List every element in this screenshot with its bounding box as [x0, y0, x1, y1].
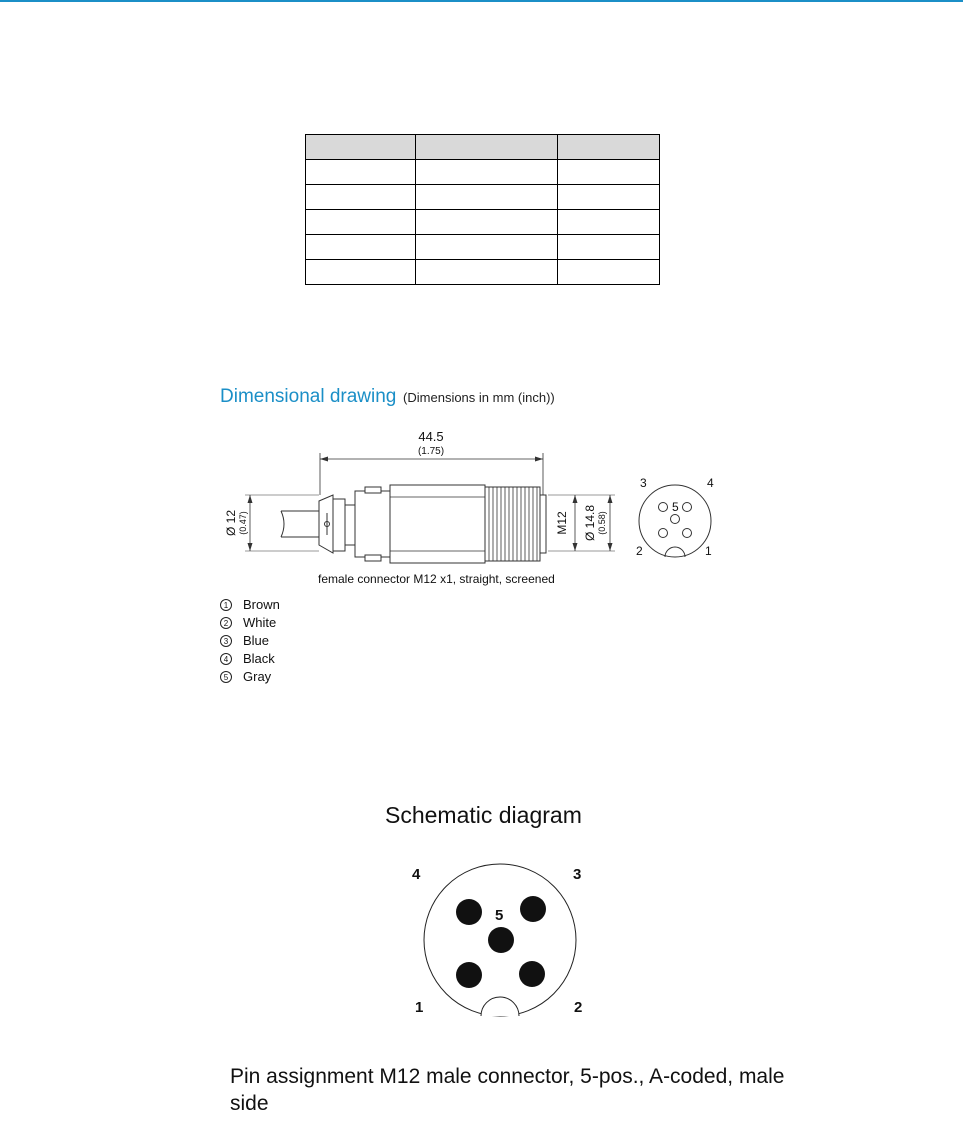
table-cell [558, 210, 660, 235]
table-cell [558, 235, 660, 260]
table-cell [558, 160, 660, 185]
front-pin-1: 1 [705, 544, 712, 558]
legend-number: 2 [220, 617, 232, 629]
legend-item [220, 650, 280, 668]
thread-label: M12 [555, 511, 569, 535]
table-cell [306, 210, 416, 235]
legend-item [220, 596, 280, 614]
schem-pin-5: 5 [495, 907, 504, 924]
legend-number: 4 [220, 653, 232, 665]
table-cell [306, 160, 416, 185]
table-cell [558, 185, 660, 210]
legend-item [220, 632, 280, 650]
table-cell [416, 160, 558, 185]
dimensional-drawing-heading: Dimensional drawing [220, 386, 397, 407]
length-inch-label: (1.75) [417, 446, 445, 457]
diameter-left-inch-label: (0.47) [238, 511, 248, 535]
legend-item [220, 614, 280, 632]
legend-number: 1 [220, 599, 232, 611]
legend-number: 5 [220, 671, 232, 683]
table-header-row [306, 135, 660, 160]
front-pin-4: 4 [707, 476, 714, 490]
table-header-cell [306, 135, 416, 160]
diameter-left-label: Ø 12 [224, 509, 238, 537]
schematic-diagram-title: Schematic diagram [385, 802, 582, 828]
table-cell [416, 185, 558, 210]
table-row [306, 235, 660, 260]
table-row [306, 210, 660, 235]
table-header-cell [558, 135, 660, 160]
length-label: 44.5 [418, 429, 444, 444]
table-row [306, 260, 660, 285]
table-row [306, 160, 660, 185]
legend-label: Blue [243, 633, 270, 648]
legend-label: Gray [243, 669, 272, 684]
table-cell [306, 260, 416, 285]
legend-number: 3 [220, 635, 232, 647]
table-row [306, 185, 660, 210]
diameter-right-inch-label: (0.58) [597, 511, 607, 535]
schem-pin-3: 3 [573, 866, 582, 883]
dimensional-drawing-title [220, 384, 555, 409]
front-pin-5: 5 [672, 500, 679, 514]
spec-table [305, 134, 660, 285]
table-cell [416, 260, 558, 285]
dimensional-drawing-units: (Dimensions in mm (inch)) [403, 390, 555, 405]
legend-label: Black [243, 651, 275, 666]
schem-pin-1: 1 [415, 999, 424, 1016]
table-cell [558, 260, 660, 285]
schem-pin-4: 4 [412, 866, 421, 883]
wire-color-legend [220, 596, 280, 686]
table-header-cell [416, 135, 558, 160]
schem-pin-2: 2 [574, 999, 583, 1016]
pin-assignment-caption: Pin assignment M12 male connector, 5-pos., A-coded, male side [230, 1065, 785, 1115]
diameter-right-label: Ø 14.8 [583, 504, 597, 542]
dimensional-caption: female connector M12 x1, straight, screened [318, 572, 555, 586]
table-cell [306, 185, 416, 210]
legend-label: Brown [243, 597, 280, 612]
connector-dimensional-drawing [215, 425, 735, 565]
table-cell [416, 210, 558, 235]
table-cell [416, 235, 558, 260]
table-cell [306, 235, 416, 260]
front-pin-2: 2 [636, 544, 643, 558]
schematic-pin-diagram [400, 858, 600, 1028]
top-rule [0, 0, 963, 2]
legend-item [220, 668, 280, 686]
legend-label: White [243, 615, 277, 630]
front-pin-3: 3 [640, 476, 647, 490]
